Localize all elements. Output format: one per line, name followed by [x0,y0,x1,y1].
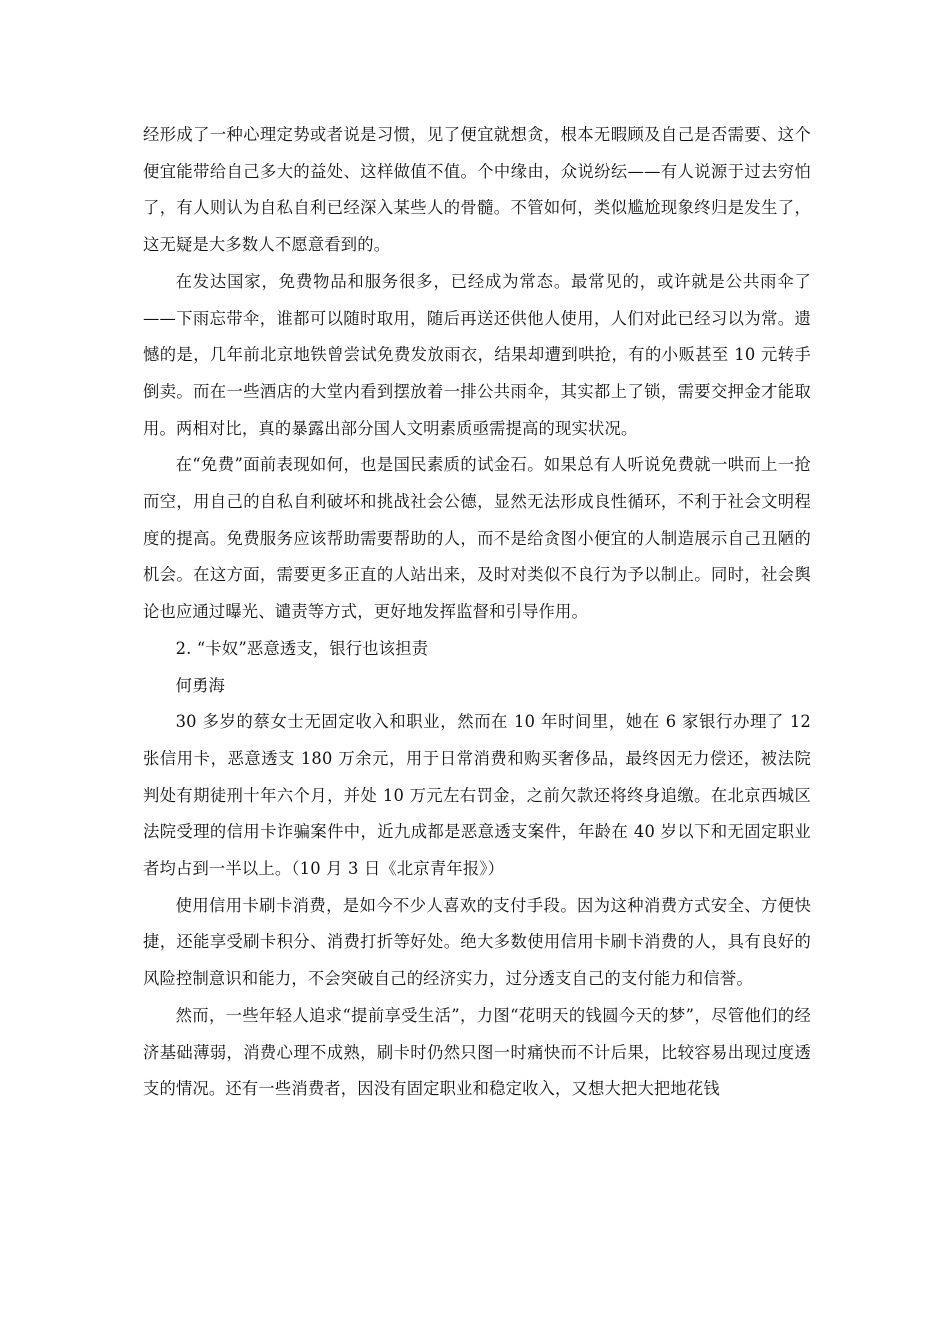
document-body [143,117,811,1108]
paragraph-news-case: 30 多岁的蔡女士无固定收入和职业，然而在 10 年时间里，她在 6 家银行办理了 12 张信用卡，恶意透支 180 万余元，用于日常消费和购买奢侈品，最终因无力偿还，被法院判处有期徒刑十年六个月，并处 10 万元左右罚金，之前欠款还将终身追缴。在北京西城区法院受理的信用卡诈骗案件中，近九成都是恶意透支案件，年龄在 40 岁以下和无固定职业者均占到一半以上。（10 月 3 日《北京青年报》） [143,712,811,879]
paragraph-public-umbrella: 在发达国家，免费物品和服务很多，已经成为常态。最常见的，或许就是公共雨伞了——下雨忘带伞，谁都可以随时取用，随后再送还供他人使用，人们对此已经习以为常。遗憾的是，几年前北京地铁曾尝试免费发放雨衣，结果却遭到哄抢，有的小贩甚至 10 元转手倒卖。而在一些酒店的大堂内看到摆放着一排公共雨伞，其实都上了锁，需要交押金才能取用。两相对比，真的暴露出部分国人文明素质亟需提高的现实状况。 [143,271,811,438]
paragraph-young-people: 然而，一些年轻人追求“提前享受生活”，力图“花明天的钱圆今天的梦”，尽管他们的经济基础薄弱，消费心理不成熟，刷卡时仍然只图一时痛快而不计后果，比较容易出现过度透支的情况。还有一些消费者，因没有固定职业和稳定收入，又想大把大把地花钱 [143,1005,811,1099]
section-heading: 2. “卡奴”恶意透支，银行也该担责 [175,638,429,658]
paragraph-credit-card-usage: 使用信用卡刷卡消费，是如今不少人喜欢的支付手段。因为这种消费方式安全、方便快捷，还能享受刷卡积分、消费打折等好处。绝大多数使用信用卡刷卡消费的人，具有良好的风险控制意识和能力，不会突破自己的经济实力，过分透支自己的支付能力和信誉。 [143,895,811,989]
paragraph-continued: 经形成了一种心理定势或者说是习惯，见了便宜就想贪，根本无暇顾及自己是否需要、这个便宜能带给自己多大的益处、这样做值不值。个中缘由，众说纷纭——有人说源于过去穷怕了，有人则认为自私自利已经深入某些人的骨髓。不管如何，类似尴尬现象终归是发生了，这无疑是大多数人不愿意看到的。 [143,125,811,255]
paragraph-free-test: 在“免费”面前表现如何，也是国民素质的试金石。如果总有人听说免费就一哄而上一抢而空，用自己的自私自利破坏和挑战社会公德，显然无法形成良性循环，不利于社会文明程度的提高。免费服务应该帮助需要帮助的人，而不是给贪图小便宜的人制造展示自己丑陋的机会。在这方面，需要更多正直的人站出来，及时对类似不良行为予以制止。同时，社会舆论也应通过曝光、谴责等方式，更好地发挥监督和引导作用。 [143,455,811,622]
author-name: 何勇海 [175,675,226,695]
